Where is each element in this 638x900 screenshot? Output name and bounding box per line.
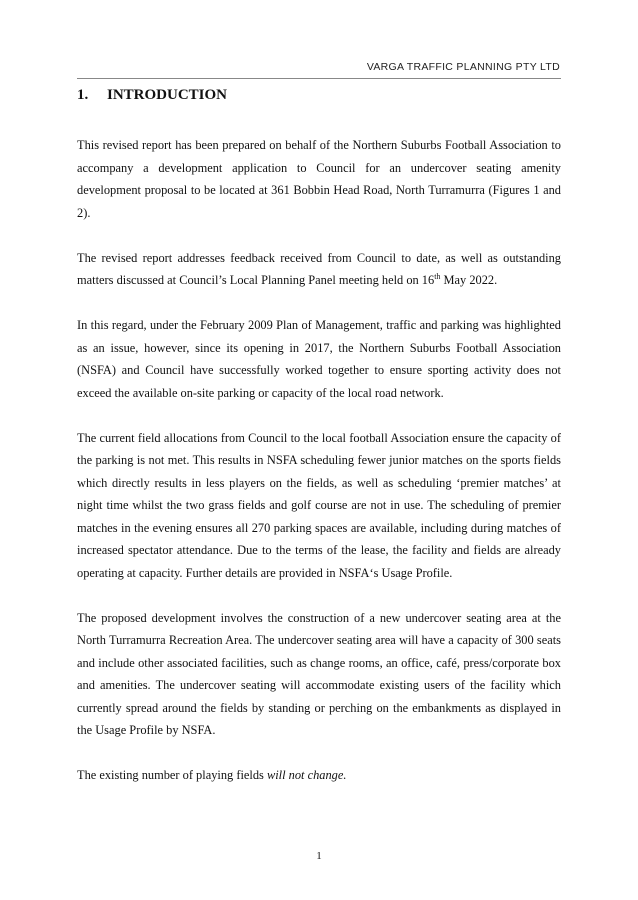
paragraph-1: This revised report has been prepared on behalf of the Northern Suburbs Football Association to accompany a development application to Council for an undercover seating amenity development proposal to be located at 361 Bobbin Head Road, North Turramurra (Figures 1 and 2). xyxy=(77,138,561,220)
paragraph-6-text: The existing number of playing fields xyxy=(77,768,267,782)
ordinal-suffix: th xyxy=(434,271,441,281)
running-header: VARGA TRAFFIC PLANNING PTY LTD xyxy=(366,61,560,73)
paragraph-5: The proposed development involves the construction of a new undercover seating area at the North Turramurra Recreation Area. The undercover seating area will have a capacity of 300 seats and include other associated facilities, such as change rooms, an office, café, press/corporate box and amenities. The undercover seating will accommodate existing users of the facility which currently spread around the fields by standing or perching on the embankments as displayed in the Usage Profile by NSFA. xyxy=(77,610,561,737)
page-number: 1 xyxy=(316,850,322,862)
body-text xyxy=(77,134,561,809)
paragraph-2-text-end: May 2022. xyxy=(440,273,498,287)
paragraph-3: In this regard, under the February 2009 Plan of Management, traffic and parking was highlighted as an issue, however, since its opening in 2017, the Northern Suburbs Football Association (NSFA) and Council have successfully worked together to ensure sporting activity does not exceed the available on-site parking or capacity of the local road network. xyxy=(77,318,561,400)
section-title: INTRODUCTION xyxy=(107,87,228,103)
paragraph-4: The current field allocations from Council to the local football Association ensure the capacity of the parking is not met. This results in NSFA scheduling fewer junior matches on the sports fields which directly results in less players on the fields, as well as scheduling ‘premier matches’ at night time whilst the two grass fields and golf course are not in use. The scheduling of premier matches in the evening ensures all 270 parking spaces are available, including during matches of increased spectator attendance. Due to the terms of the lease, the facility and fields are already operating at capacity. Further details are provided in NSFA‘s Usage Profile. xyxy=(77,430,561,580)
section-number: 1. xyxy=(77,87,89,103)
paragraph-2 xyxy=(77,247,561,292)
paragraph-2-text: The revised report addresses feedback received from Council to date, as well as outstanding matters discussed at Council’s Local Planning Panel meeting held on 16 xyxy=(77,250,561,287)
paragraph-6-emphasis: will not change. xyxy=(266,768,347,782)
header-divider xyxy=(77,78,561,79)
paragraph-6 xyxy=(77,764,561,787)
section-heading xyxy=(77,87,227,104)
